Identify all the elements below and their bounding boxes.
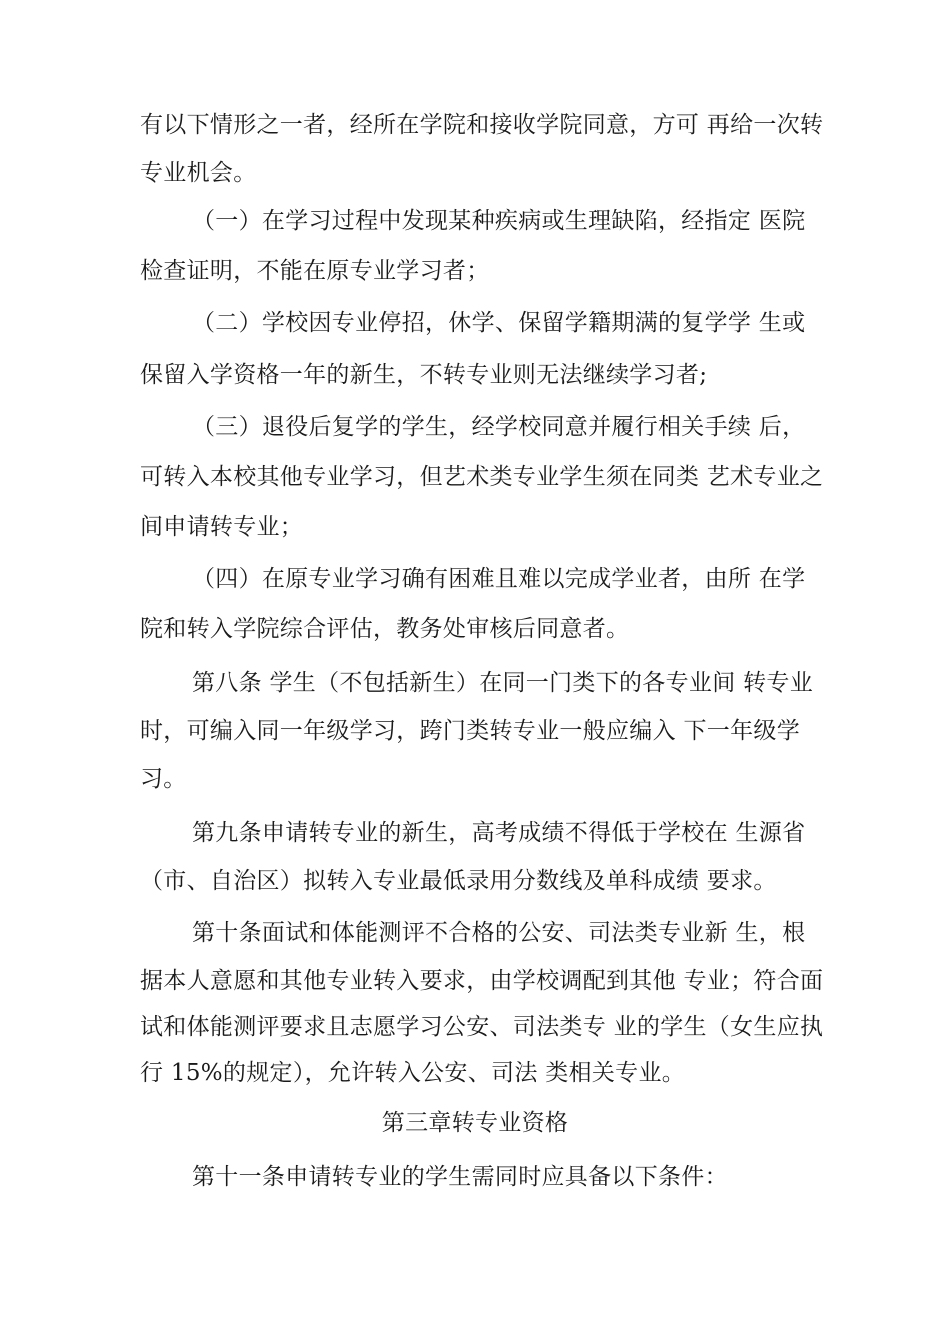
body-text-line: 可转入本校其他专业学习，但艺术类专业学生须在同类 艺术专业之: [140, 464, 824, 490]
article-9: 第九条申请转专业的新生，高考成绩不得低于学校在 生源省: [192, 820, 806, 846]
article-11: 第十一条申请转专业的学生需同时应具备以下条件：: [192, 1164, 728, 1190]
article-10: 第十条面试和体能测评不合格的公安、司法类专业新 生，根: [192, 920, 806, 946]
list-item-3: （三）退役后复学的学生，经学校同意并履行相关手续 后，: [192, 414, 806, 440]
body-text-line: 保留入学资格一年的新生，不转专业则无法继续学习者;: [140, 362, 708, 388]
body-text-line: 专业机会。: [140, 160, 257, 186]
body-text-line: 间申请转专业；: [140, 514, 304, 540]
body-text-line: 时，可编入同一年级学习，跨门类转专业一般应编入 下一年级学: [140, 718, 801, 744]
article-8: 第八条 学生（不包括新生）在同一门类下的各专业间 转专业: [192, 670, 814, 696]
body-text-line: 试和体能测评要求且志愿学习公安、司法类专 业的学生（女生应执: [140, 1014, 824, 1040]
body-text-line: 习。: [140, 766, 187, 792]
body-text-line: 院和转入学院综合评估，教务处审核后同意者。: [140, 616, 630, 642]
body-text-line: 行 15%的规定），允许转入公安、司法 类相关专业。: [140, 1060, 686, 1086]
body-text-line: 检查证明，不能在原专业学习者；: [140, 258, 490, 284]
body-text-line: 据本人意愿和其他专业转入要求，由学校调配到其他 专业；符合面: [140, 968, 824, 994]
list-item-2: （二）学校因专业停招，休学、保留学籍期满的复学学 生或: [192, 310, 806, 336]
body-text-line: （市、自治区）拟转入专业最低录用分数线及单科成绩 要求。: [140, 868, 777, 894]
chapter-heading: 第三章转专业资格: [381, 1110, 569, 1136]
body-text-line: 有以下情形之一者，经所在学院和接收学院同意，方可 再给一次转: [140, 112, 824, 138]
list-item-4: （四）在原专业学习确有困难且难以完成学业者，由所 在学: [192, 566, 806, 592]
list-item-1: （一）在学习过程中发现某种疾病或生理缺陷，经指定 医院: [192, 208, 806, 234]
